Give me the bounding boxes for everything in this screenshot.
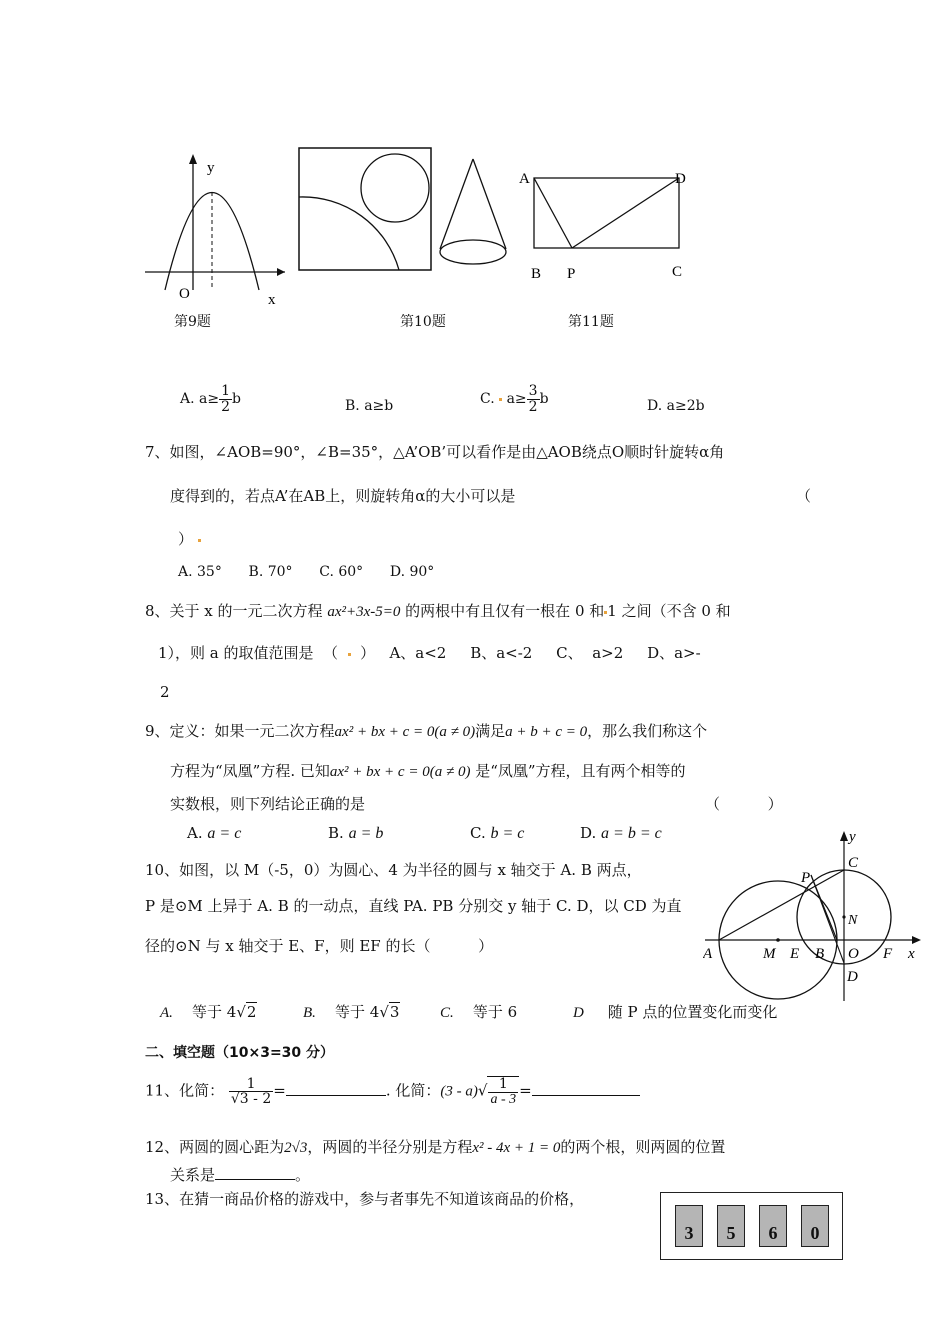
figure-9-parabola [135, 150, 305, 310]
price-tile: 5 [717, 1205, 745, 1247]
q6-option-b: B. a≥b [345, 398, 394, 414]
q10-line2: P 是⊙M 上异于 A. B 的一动点，直线 PA. PB 分别交 y 轴于 C. D，以 CD 为直 [145, 897, 682, 915]
q9-option-c: C. b = c [470, 824, 525, 842]
fig9-y-label: y [207, 160, 215, 176]
fig11-label-b: B [531, 266, 542, 282]
q10-fig-a: A [703, 946, 713, 962]
q10-fig-y: y [849, 829, 856, 845]
fig11-label-a: A [519, 171, 530, 187]
q6-option-a: A. a≥ $\frac{1}{2}$ b [180, 383, 241, 415]
q8-line1: 8、关于 x 的一元二次方程 ax²+3x-5=0 的两根中有且仅有一根在 0 和 1 之间（不含 0 和 [145, 602, 731, 620]
price-tile: 6 [759, 1205, 787, 1247]
fig11-label-c: C [672, 264, 683, 280]
q9-line3: 实数根，则下列结论正确的是 [170, 795, 366, 813]
q13-line1: 13、在猜一商品价格的游戏中，参与者事先不知道该商品的价格， [145, 1190, 585, 1208]
q9-option-a: A. a = c [187, 824, 242, 842]
price-tile: 0 [801, 1205, 829, 1247]
figure-10-square [295, 145, 440, 275]
q7-line2: 度得到的，若点A’在AB上，则旋转角α的大小可以是 [170, 487, 516, 505]
q11: 11、化简： $\frac{1}{√3 - 2}$ = . 化简：(3 - a)√ $\frac{1}{a - 3}$ = [145, 1076, 640, 1107]
q10-fig-p: P [801, 870, 811, 886]
q10-fig-m: M [763, 946, 776, 962]
q10-fig-o: O [848, 946, 859, 962]
q10-fig-n: N [848, 913, 858, 928]
q9-paren: （ ） [705, 795, 783, 813]
q8-line3: 2 [160, 683, 170, 701]
fig9-caption: 第9题 [174, 314, 211, 330]
fig10-circle [361, 154, 429, 222]
q6-option-c: C. a≥ $\frac{3}{2}$ b [480, 383, 549, 415]
fig10-arc [299, 197, 399, 270]
q8-line2: 1），则 a 的取值范围是 （ ） A、a<2 B、a<-2 C、 a>2 D、a>- [158, 644, 701, 662]
q10-option-c: C. 等于 6 [440, 1003, 518, 1021]
q9-line2: 方程为“凤凰”方程. 已知ax² + bx + c = 0(a ≠ 0) 是“凤凰”方程，且有两个相等的 [170, 762, 686, 780]
fig9-x-label: x [268, 292, 276, 308]
q9-option-b: B. a = b [328, 824, 384, 842]
fig9-o-label: O [179, 286, 190, 302]
q7-options: A. 35° B. 70° C. 60° D. 90° [178, 564, 435, 580]
section-2-heading: 二、填空题（10×3=30 分） [145, 1045, 335, 1061]
fig11-caption: 第11题 [568, 314, 614, 330]
fig11-label-d: D [675, 171, 686, 187]
q10-line1: 10、如图，以 M（-5，0）为圆心、4 为半径的圆与 x 轴交于 A. B 两点， [145, 861, 642, 879]
q7-paren-close: ） [178, 528, 201, 549]
price-tile: 3 [675, 1205, 703, 1247]
q10-fig-c: C [848, 855, 859, 871]
q10-fig-b: B [815, 946, 825, 962]
q10-option-b: B. 等于 4√3 [303, 1003, 400, 1021]
q9-line1: 9、定义：如果一元二次方程ax² + bx + c = 0(a ≠ 0)满足a + b + c = 0，那么我们称这个 [145, 722, 708, 740]
q6-option-d: D. a≥2b [647, 398, 705, 414]
q10-fig-e: E [790, 946, 800, 962]
q12-line2: 关系是 。 [170, 1166, 311, 1184]
q10-fig-f: F [883, 946, 893, 962]
q12-line1: 12、两圆的圆心距为2√3，两圆的半径分别是方程x² - 4x + 1 = 0的两个根，则两圆的位置 [145, 1138, 726, 1156]
q10-option-a: A. 等于 4√2 [160, 1003, 257, 1021]
fig11-label-p: P [567, 266, 576, 282]
q9-option-d: D. a = b = c [580, 824, 662, 842]
q7-paren-open: （ [796, 487, 812, 505]
figure-q10-circles [703, 825, 925, 1005]
q10-fig-d: D [847, 969, 858, 985]
figure-11-rectangle [512, 162, 697, 287]
fig10-caption: 第10题 [400, 314, 446, 330]
q10-option-d: D 随 P 点的位置变化而变化 [573, 1003, 778, 1021]
price-tiles-box [660, 1192, 843, 1260]
q7-line1: 7、如图，∠AOB=90°，∠B=35°，△A’OB’可以看作是由△AOB绕点O顺时针旋转α角 [145, 443, 725, 461]
cone-figure [435, 155, 515, 270]
q10-fig-x: x [908, 946, 915, 962]
q10-line3: 径的⊙N 与 x 轴交于 E、F，则 EF 的长（ ） [145, 937, 494, 955]
